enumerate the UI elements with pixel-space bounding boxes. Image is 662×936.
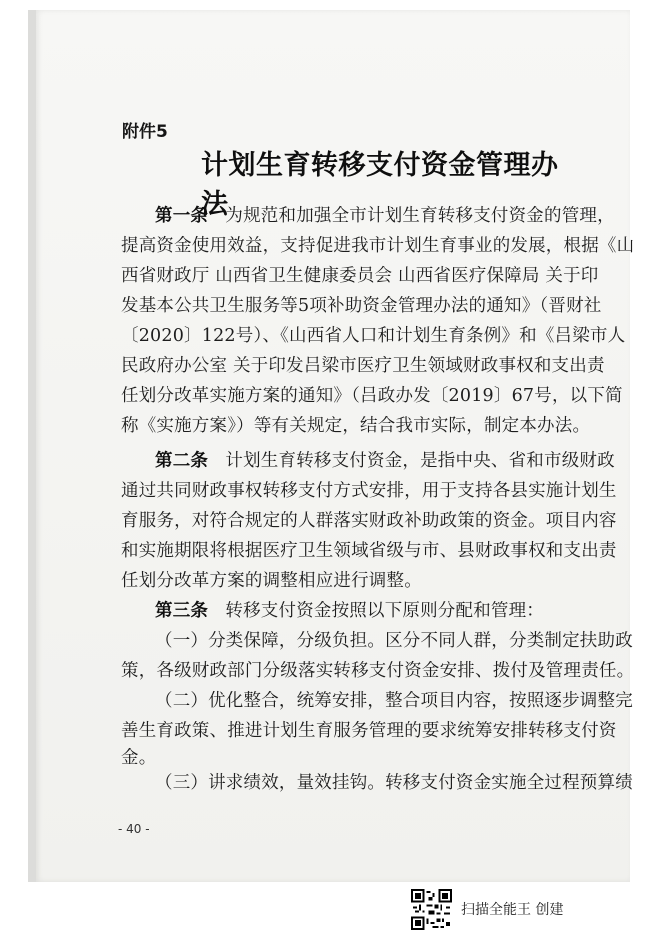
article-3-line-2: （一）分类保障，分级负担。区分不同人群，分类制定扶助政 — [155, 631, 633, 651]
article-1-line-5: 〔2020〕122号）、《山西省人口和计划生育条例》和《吕梁市人 — [121, 326, 626, 346]
article-2-line-2: 通过共同财政事权转移支付方式安排，用于支持各县实施计划生 — [121, 481, 617, 501]
article-2-line-5: 任划分改革方案的调整相应进行调整。 — [121, 571, 422, 591]
attachment-label: 附件5 — [122, 122, 168, 142]
article-3-line-4: （二）优化整合，统筹安排，整合项目内容，按照逐步调整完 — [155, 691, 633, 711]
article-1-line-7: 任划分改革实施方案的通知》（吕政办发〔2019〕67号，以下简 — [121, 386, 623, 406]
article-3-line-5: 善生育政策、推进计划生育服务管理的要求统筹安排转移支付资 — [121, 721, 617, 741]
article-2-heading: 第二条 — [155, 451, 209, 471]
page-number: - 40 - — [118, 822, 150, 836]
article-1-line-4: 发基本公共卫生服务等5项补助资金管理办法的通知》（晋财社 — [121, 296, 602, 316]
article-1-line-8: 称《实施方案》）等有关规定，结合我市实际，制定本办法。 — [121, 416, 591, 436]
document-title: 计划生育转移支付资金管理办法 — [201, 150, 559, 220]
article-1-line-1: 第一条 为规范和加强全市计划生育转移支付资金的管理， — [155, 206, 615, 226]
article-2-line-4: 和实施期限将根据医疗卫生领域省级与市、县财政事权和支出责 — [121, 541, 617, 561]
article-1-heading: 第一条 — [155, 206, 209, 226]
article-3-line-3: 策，各级财政部门分级落实转移支付资金安排、拨付及管理责任。 — [121, 661, 635, 681]
scanner-watermark — [411, 887, 563, 931]
scanner-watermark-text: 扫描全能王 创建 — [461, 902, 564, 918]
article-3-heading: 第三条 — [155, 601, 209, 621]
article-1-line-6: 民政府办公室 关于印发吕梁市医疗卫生领域财政事权和支出责 — [121, 356, 605, 376]
article-3-line-1: 第三条 转移支付资金按照以下原则分配和管理： — [155, 601, 545, 621]
article-3-line-7: （三）讲求绩效，量效挂钩。转移支付资金实施全过程预算绩 — [155, 773, 633, 793]
article-2-line-3: 育服务，对符合规定的人群落实财政补助政策的资金。项目内容 — [121, 511, 617, 531]
article-2-line-1: 第二条 计划生育转移支付资金，是指中央、省和市级财政 — [155, 451, 615, 471]
article-1-line-3: 西省财政厅 山西省卫生健康委员会 山西省医疗保障局 关于印 — [121, 266, 599, 286]
article-1-line-2: 提高资金使用效益，支持促进我市计划生育事业的发展，根据《山 — [121, 236, 635, 256]
qr-code-icon — [411, 889, 452, 930]
article-3-line-6: 金。 — [121, 748, 157, 768]
